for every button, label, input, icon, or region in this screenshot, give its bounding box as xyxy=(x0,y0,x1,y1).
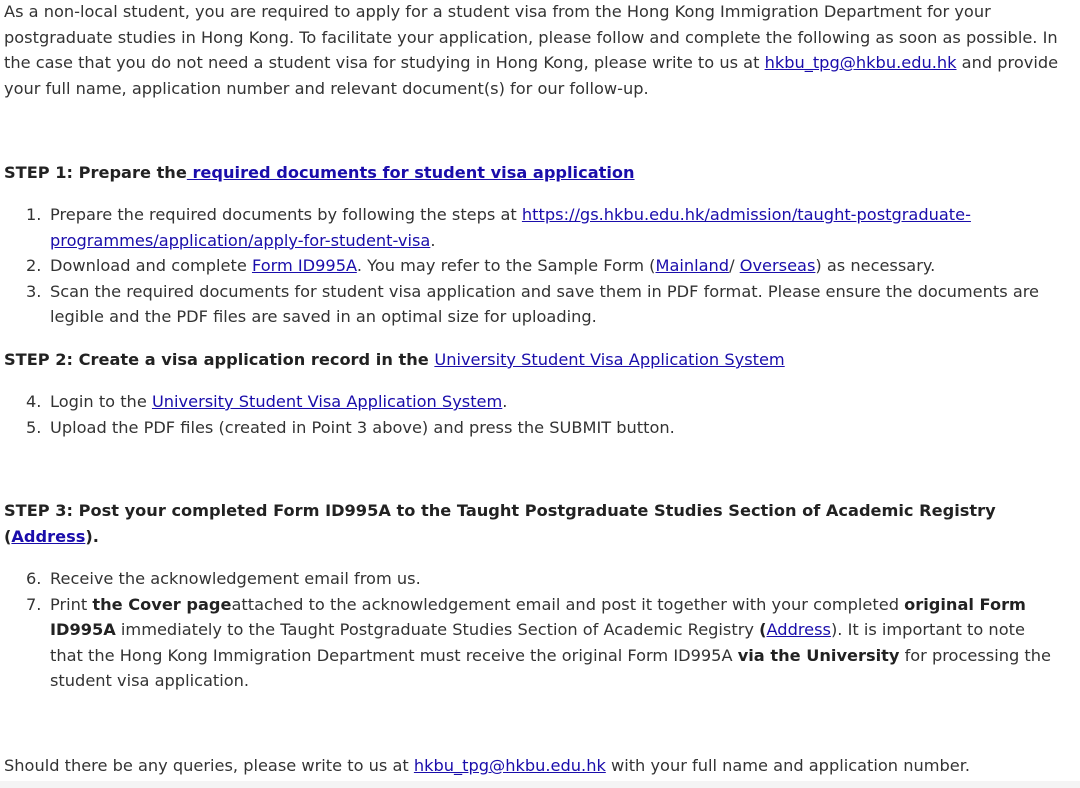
list-item xyxy=(26,566,1080,592)
list-item-line xyxy=(50,228,1080,254)
sample-form-mainland-link[interactable]: Mainland xyxy=(655,256,730,276)
list-number: 1. xyxy=(26,205,42,224)
intro-text: and provide xyxy=(956,53,1059,73)
form-id-emphasis: ID995A xyxy=(50,620,116,640)
step1-heading xyxy=(4,160,635,186)
list-item-text: Download and complete xyxy=(50,256,252,276)
list-number: 7. xyxy=(26,594,42,614)
footer-text: with your full name and application number. xyxy=(605,756,971,775)
list-item xyxy=(26,279,1080,330)
list-item-text: Prepare the required documents by following the steps at xyxy=(50,205,522,224)
list-number: 6. xyxy=(26,569,42,588)
list-item-line: student visa application. xyxy=(50,671,250,691)
list-item-text: that the Hong Kong Immigration Department must receive the original Form ID995A xyxy=(50,645,738,665)
bottom-divider xyxy=(0,781,1080,788)
list-item-line xyxy=(50,617,1080,643)
apply-student-visa-link-cont[interactable]: programmes/application/apply-for-student-visa xyxy=(50,230,431,250)
footer-text: Should there be any queries, please write to us at xyxy=(4,756,414,775)
step3-list xyxy=(26,566,1080,694)
list-item-text: Print xyxy=(50,594,93,614)
step1-heading-text: STEP 1: Prepare the xyxy=(4,163,187,182)
intro-paragraph xyxy=(4,0,1080,101)
apply-student-visa-link[interactable]: https://gs.hkbu.edu.hk/admission/taught-postgraduate- xyxy=(521,205,971,224)
list-item-text: . xyxy=(430,230,436,250)
list-item-text: immediately to the Taught Postgraduate Studies Section of Academic Registry xyxy=(115,620,760,640)
intro-line-2: postgraduate studies in Hong Kong. To facilitate your application, please follow and complete the following as soon as possible. In xyxy=(4,27,1058,47)
footer-email-link[interactable]: hkbu_tpg@hkbu.edu.hk xyxy=(413,756,606,775)
list-item xyxy=(26,389,1080,415)
step1-list xyxy=(26,202,1080,330)
contact-email-link[interactable]: hkbu_tpg@hkbu.edu.hk xyxy=(764,53,957,73)
list-item-line xyxy=(50,643,1080,669)
intro-text: the case that you do not need a student visa for studying in Hong Kong, please write to us at xyxy=(4,53,765,73)
list-number: 3. xyxy=(26,281,42,301)
list-item-line: Receive the acknowledgement email from us. xyxy=(50,569,421,588)
via-university-emphasis: via the University xyxy=(737,645,900,665)
list-item-text: ). It is important to note xyxy=(830,620,1025,640)
list-item-text: for processing the xyxy=(899,645,1051,665)
step3-heading-text: ( xyxy=(4,526,12,546)
list-item-line: Upload the PDF files (created in Point 3 above) and press the SUBMIT button. xyxy=(50,417,675,437)
address-link[interactable]: Address xyxy=(766,620,831,640)
footer-queries xyxy=(4,753,970,779)
step3-heading-text: ). xyxy=(85,526,99,546)
address-heading-link[interactable]: Address xyxy=(11,526,86,546)
list-item-line xyxy=(50,253,1080,279)
step3-heading-line: STEP 3: Post your completed Form ID995A to the Taught Postgraduate Studies Section of Academic Registry xyxy=(4,501,996,520)
step2-list xyxy=(26,389,1080,440)
intro-line-1: As a non-local student, you are required to apply for a student visa from the Hong Kong Immigration Department for your xyxy=(4,2,991,21)
required-documents-link[interactable]: required documents for student visa application xyxy=(186,163,635,182)
paren-emphasis: ( xyxy=(759,620,767,640)
form-id995a-link[interactable]: Form ID995A xyxy=(251,256,357,276)
list-item-text: attached to the acknowledgement email and post it together with your completed xyxy=(231,594,905,614)
list-number: 4. xyxy=(26,392,42,411)
step3-heading-line xyxy=(4,524,996,550)
list-item-text: / xyxy=(729,256,740,276)
intro-line-3 xyxy=(4,50,1080,76)
list-item-line: Scan the required documents for student visa application and save them in PDF format. Please ensure the documents are xyxy=(50,281,1040,301)
list-item xyxy=(26,253,1080,279)
list-item-text: . You may refer to the Sample Form ( xyxy=(356,256,656,276)
list-item xyxy=(26,202,1080,253)
list-item-text: Login to the xyxy=(50,392,152,411)
list-item-line xyxy=(50,592,1080,618)
cover-page-emphasis: the Cover page xyxy=(92,594,232,614)
list-item-line: legible and the PDF files are saved in an optimal size for uploading. xyxy=(50,307,597,327)
visa-system-login-link[interactable]: University Student Visa Application System xyxy=(151,392,503,411)
list-item-line xyxy=(50,202,1080,228)
list-item-line xyxy=(50,389,1080,415)
step2-heading-text: STEP 2: Create a visa application record in the xyxy=(4,350,435,369)
list-item xyxy=(26,592,1080,694)
visa-system-heading-link[interactable]: University Student Visa Application System xyxy=(434,350,785,369)
list-number: 5. xyxy=(26,417,42,437)
intro-line-4: your full name, application number and relevant document(s) for our follow-up. xyxy=(4,78,649,98)
list-item-text: ) as necessary. xyxy=(815,256,936,276)
step2-heading xyxy=(4,347,785,373)
step3-heading xyxy=(4,498,996,549)
original-form-emphasis: original Form xyxy=(904,594,1026,614)
list-number: 2. xyxy=(26,256,42,276)
sample-form-overseas-link[interactable]: Overseas xyxy=(739,256,816,276)
list-item xyxy=(26,415,1080,441)
list-item-text: . xyxy=(502,392,508,411)
